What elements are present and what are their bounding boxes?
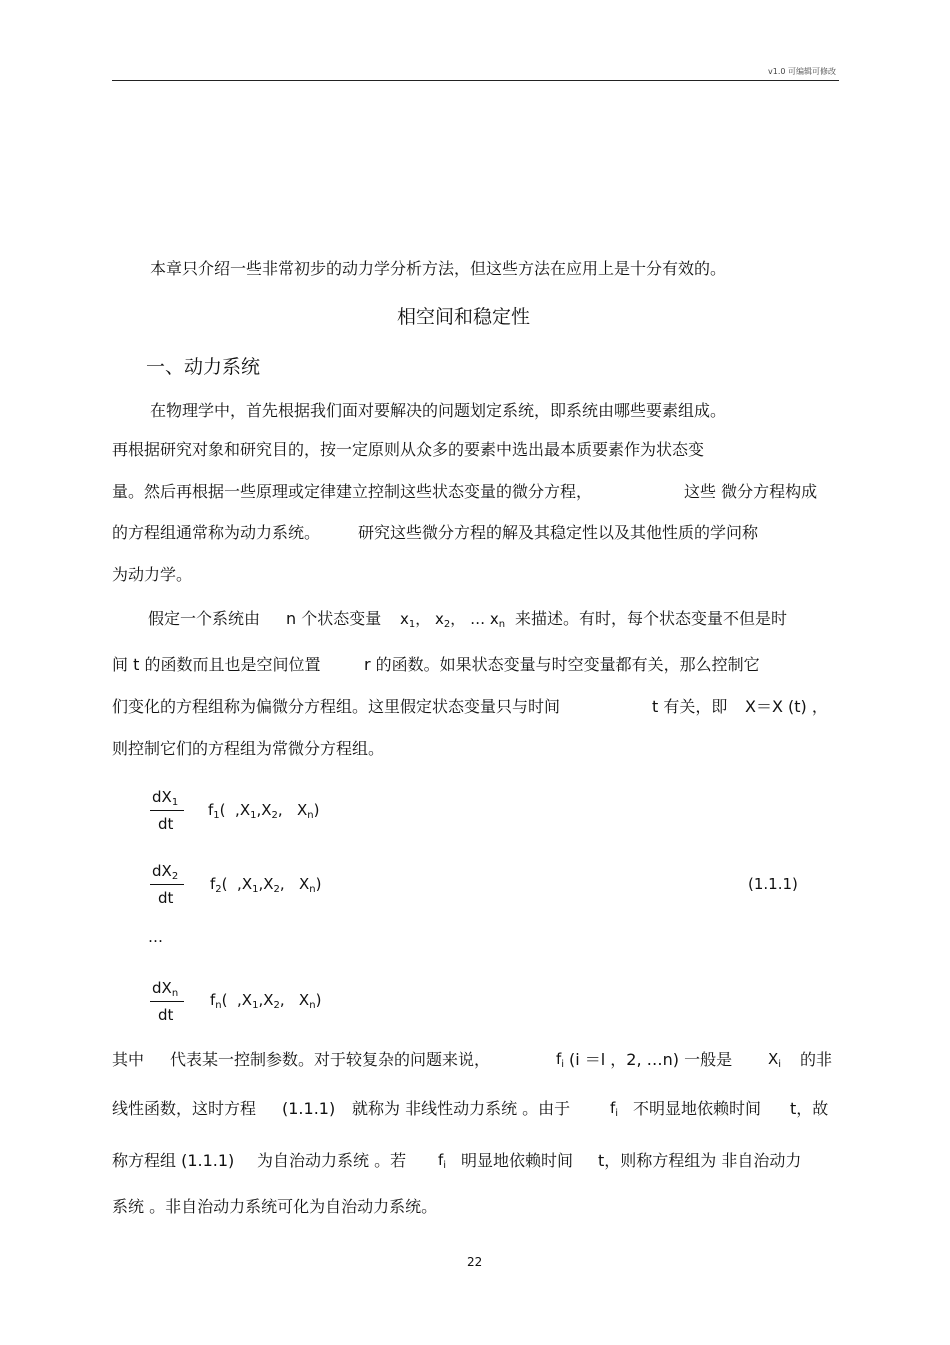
eq1-denominator: dt xyxy=(158,815,174,833)
para2-line2a: 间 t 的函数而且也是空间位置 xyxy=(112,655,321,674)
eq-ellipsis: … xyxy=(148,928,163,946)
eq2-fraction-bar xyxy=(150,884,184,885)
para3-fi: $f_i$ xyxy=(556,1050,565,1070)
para3-line1a: 其中 xyxy=(112,1050,145,1069)
section-title: 相空间和稳定性 xyxy=(397,306,531,328)
eq1-rhs: $f_1$( $,X_1,X_2$, $X_n$) xyxy=(208,801,320,821)
para3-line2e: t，故 xyxy=(790,1099,829,1118)
header-note: v1.0 可编辑可修改 xyxy=(768,67,836,76)
para2-line1b: n 个状态变量 xyxy=(286,609,382,628)
para2-line1c: 来描述。有时，每个状态变量不但是时 xyxy=(515,609,788,628)
page-number: 22 xyxy=(467,1255,483,1269)
para3-fi-2: $f_i$ xyxy=(610,1099,619,1119)
para3-line4: 系统 。非自治动力系统可化为自治动力系统。 xyxy=(112,1197,438,1216)
para3-line3b: 为自治动力系统 。若 xyxy=(257,1151,407,1170)
para3-line3d: t，则称方程组为 非自治动力 xyxy=(598,1151,802,1170)
para1-line4b: 研究这些微分方程的解及其稳定性以及其他性质的学问称 xyxy=(358,523,759,542)
eqn-fraction-bar xyxy=(150,1001,184,1002)
para3-line3c: 明显地依赖时间 xyxy=(461,1151,574,1170)
para1-line1: 在物理学中，首先根据我们面对要解决的问题划定系统，即系统由哪些要素组成。 xyxy=(150,401,727,420)
para3-line2a: 线性函数，这时方程 xyxy=(112,1099,257,1118)
header-rule xyxy=(112,80,839,81)
para1-line4a: 的方程组通常称为动力系统。 xyxy=(112,523,321,542)
para3-line2c: 就称为 非线性动力系统 。由于 xyxy=(352,1099,571,1118)
para2-line3b: t 有关，即 xyxy=(652,697,728,716)
para3-line1b: 代表某一控制参数。对于较复杂的问题来说， xyxy=(170,1050,491,1069)
para3-xi: $X_i$ xyxy=(768,1050,782,1070)
para2-line1a: 假定一个系统由 xyxy=(148,609,261,628)
eq2-numerator: $dX_2$ xyxy=(152,862,179,882)
para3-line1c: (i ＝l ，2, …n) 一般是 xyxy=(569,1050,733,1069)
para3-fi-3: $f_i$ xyxy=(438,1151,447,1171)
para3-line2d: 不明显地依赖时间 xyxy=(633,1099,762,1118)
para3-line1d: 的非 xyxy=(800,1050,833,1069)
equation-label: (1.1.1) xyxy=(748,875,798,893)
para2-line2b: r 的函数。如果状态变量与时空变量都有关，那么控制它 xyxy=(364,655,760,674)
subsection-title: 一、动力系统 xyxy=(146,356,261,378)
eq2-rhs: $f_2$( $,X_1,X_2$, $X_n$) xyxy=(210,875,322,895)
para1-line2: 再根据研究对象和研究目的，按一定原则从众多的要素中选出最本质要素作为状态变 xyxy=(112,440,705,459)
para2-line3c: X＝X (t) ， xyxy=(745,697,828,716)
eq1-fraction-bar xyxy=(150,810,184,811)
eqn-denominator: dt xyxy=(158,1006,174,1024)
para2-line4: 则控制它们的方程组为常微分方程组。 xyxy=(112,739,385,758)
para1-line3b: 这些 微分方程构成 xyxy=(684,482,818,501)
para2-line3a: 们变化的方程组称为偏微分方程组。这里假定状态变量只与时间 xyxy=(112,697,561,716)
para3-line2b: (1.1.1) xyxy=(282,1099,336,1118)
para1-line3a: 量。然后再根据一些原理或定律建立控制这些状态变量的微分方程， xyxy=(112,482,593,501)
eqn-rhs: $f_n$( $,X_1,X_2$, $X_n$) xyxy=(210,991,322,1011)
para1-line5: 为动力学。 xyxy=(112,565,193,584)
eq1-numerator: $dX_1$ xyxy=(152,788,179,808)
eq2-denominator: dt xyxy=(158,889,174,907)
eqn-numerator: $dX_n$ xyxy=(152,979,179,999)
intro-text: 本章只介绍一些非常初步的动力学分析方法，但这些方法在应用上是十分有效的。 xyxy=(150,259,727,278)
para3-line3a: 称方程组 (1.1.1) xyxy=(112,1151,235,1170)
state-variables: $x_1$， $x_2$， … $x_n$ xyxy=(400,610,506,630)
